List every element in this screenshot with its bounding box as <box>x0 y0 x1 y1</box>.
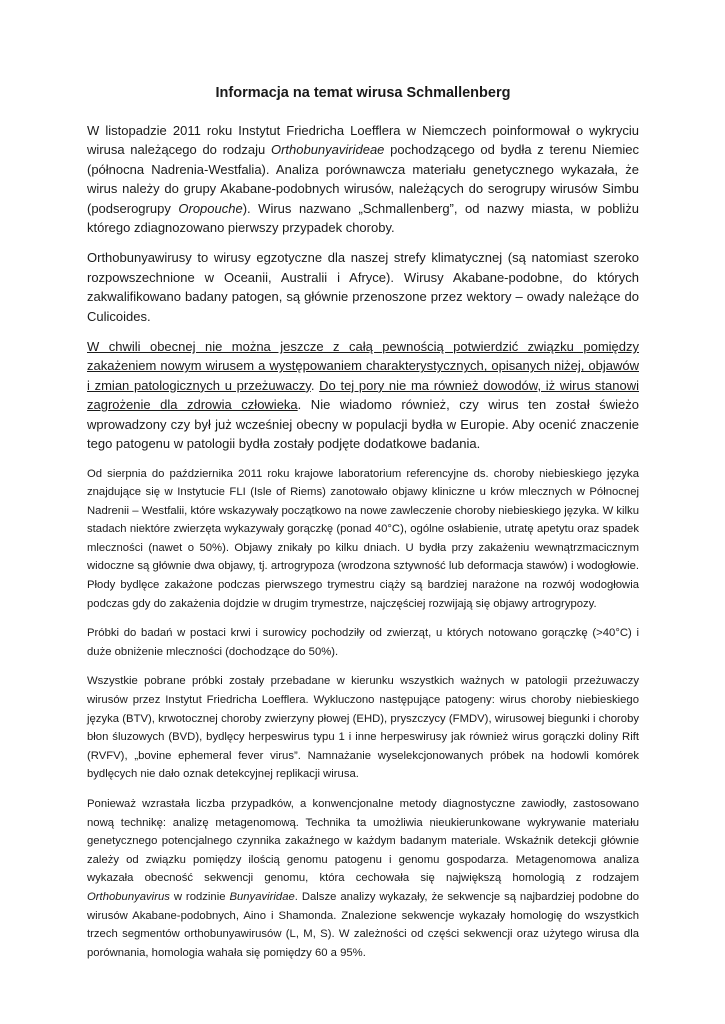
text-run: w rodzinie <box>169 890 230 903</box>
text-run: pochodzącego od bydła z terenu Niemiec (północna Nadrenia-Westfalia). Analiza porównawcza materiału genetycznego wykazała, że wirus należy do grupy Akabane-podobnych wirusów, należących do serogrupy wirusów Simbu (podserogrupy <box>87 142 640 216</box>
text-run: . Dalsze analizy wykazały, że sekwencje są najbardziej podobne do wirusów Akabane-podobnych, Aino i Shamonda. Znalezione sekwencje wykazały homologię do wszystkich trzech segmentów orthobunyawirusów (L, M, S). W zależności od części sekwencji oraz użytego wirusa dla porównania, homologia wahała się pomiędzy 60 a 95%. <box>87 890 640 959</box>
italic-genus-name: Orthobunyavirideae <box>270 142 385 158</box>
paragraph-6: Wszystkie pobrane próbki zostały przebadane w kierunku wszystkich ważnych w patologii przeżuwaczy wirusów przez Instytut Friedricha Loefflera. Wykluczono następujące patogeny: wirus choroby niebieskiego języka (BTV), krwotocznej choroby zwierzyny płowej (EHD), pryszczycy (FMDV), wirusowej biegunki i choroby błon śluzowych (BVD), bydlęcy herpeswirus typu 1 i inne herpeswirusy jak również wirus gorączki doliny Rift (RVFV), „bovine ephemeral fever virus”. Namnażanie wyselekcjonowanych próbek na hodowli komórek bydlęcych nie dało oznak detekcyjnej replikacji wirusa. <box>87 675 639 781</box>
paragraph-7 <box>87 795 639 962</box>
underlined-statement: Do tej pory nie ma również dowodów, iż wirus stanowi zagrożenie dla zdrowia człowieka <box>87 377 639 413</box>
document-page <box>87 84 639 973</box>
text-run: Ponieważ wzrastała liczba przypadków, a konwencjonalne metody diagnostyczne zawiodły, zastosowano nową technikę: analizę metagenomową. Technika ta umożliwia nieukierunkowane wykrywanie materiału genetycznego potencjalnego czynnika zakaźnego w każdym badanym materiale. Wskaźnik detekcji głównie zależy od związku pomiędzy ilością genomu patogenu i genomu gospodarza. Metagenomowa analiza wykazała obecność sekwencji genomu, która cechowała się największą homologią z rodzajem <box>87 798 639 885</box>
text-run: . Nie wiadomo również, czy wirus ten został świeżo wprowadzony czy był już wcześniej obecny w populacji bydła w Europie. Aby ocenić znaczenie tego patogenu w patologii bydła zostały podjęte dodatkowe badania. <box>87 397 639 452</box>
text-run: ). Wirus nazwano „Schmallenberg”, od nazwy miasta, w pobliżu którego zdiagnozowano pierwszy przypadek choroby. <box>87 200 639 236</box>
underlined-statement: W chwili obecnej nie można jeszcze z całą pewnością potwierdzić związku pomiędzy zakażeniem nowym wirusem a występowaniem charakterystycznych, opisanych niżej, objawów i zmian patologicznych u przeżuwaczy <box>87 339 639 393</box>
italic-genus-name: Orthobunyavirus <box>87 890 170 903</box>
text-run: W listopadzie 2011 roku Instytut Friedricha Loefflera w Niemczech poinformował o wykryciu wirusa należącego do rodzaju <box>87 123 639 158</box>
paragraph-3 <box>87 337 639 453</box>
paragraph-5: Próbki do badań w postaci krwi i surowicy pochodziły od zwierząt, u których notowano gorączkę (>40°C) i duże obniżenie mleczności (dochodzące do 50%). <box>87 627 639 658</box>
document-title: Informacja na temat wirusa Schmallenberg <box>215 85 511 101</box>
paragraph-4: Od sierpnia do października 2011 roku krajowe laboratorium referencyjne ds. choroby niebieskiego języka znajdujące się w Instytucie FLI (Isle of Riems) zanotowało objawy kliniczne u krów mlecznych w Północnej Nadrenii – Westfalii, które wskazywały początkowo na nowe zawleczenie choroby niebieskiego języka. W kilku stadach niektóre zwierzęta wykazywały gorączkę (ponad 40°C), ogólne osłabienie, utratę apetytu oraz spadek mleczności (nawet o 50%). Objawy znikały po kilku dniach. U bydła przy zakażeniu wewnątrzmacicznym widoczne są głównie dwa objawy, tj. artrogrypoza (wrodzona sztywność lub deformacja stawów) i wodogłowie. Płody bydlęce zakażone podczas pierwszego trymestru ciąży są bardziej narażone na rozwój wodogłowia podczas gdy do zakażenia dojdzie w drugim trymestrze, najczęściej rozwijają się objawy artrogrypozy. <box>87 467 639 610</box>
text-run: . <box>310 377 320 393</box>
paragraph-2: Orthobunyawirusy to wirusy egzotyczne dla naszej strefy klimatycznej (są natomiast szeroko rozpowszechnione w Oceanii, Australii i Afryce). Wirusy Akabane-podobne, do których zakwalifikowano badany patogen, są głównie przenoszone przez wektory – owady należące do Culicoides. <box>87 250 639 324</box>
paragraph-1 <box>87 121 639 237</box>
italic-family-name: Bunyaviridae <box>229 890 295 903</box>
italic-subgroup-name: Oropouche <box>178 200 243 216</box>
